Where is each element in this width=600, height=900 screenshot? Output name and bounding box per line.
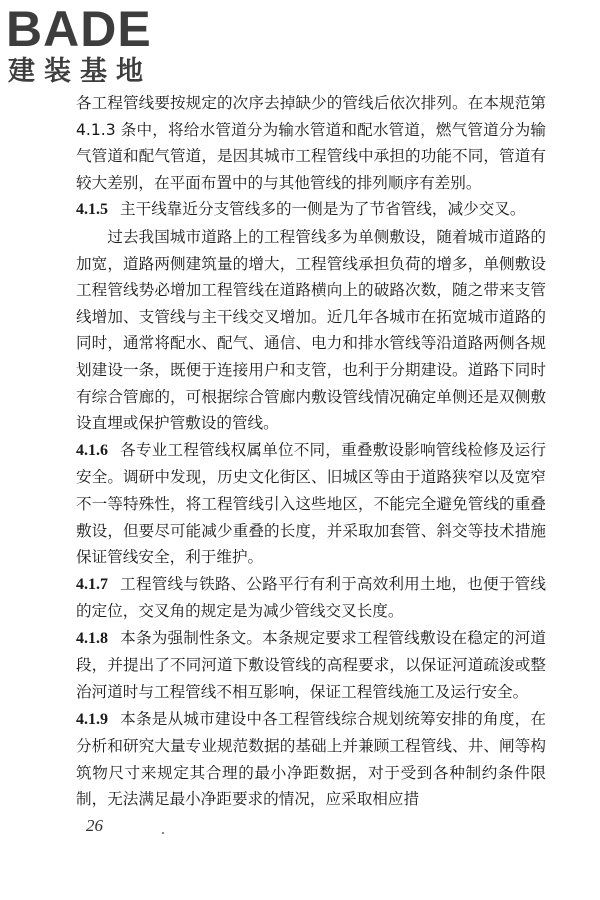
clause-4-1-8 (76, 625, 546, 706)
clause-4-1-6 (76, 437, 546, 571)
clause-4-1-9 (76, 706, 546, 813)
clause-number: 4.1.7 (76, 575, 108, 593)
paragraph-text: 本条为强制性条文。本条规定要求工程管线敷设在稳定的河道段，并提出了不同河道下敷设管线的高程要求，以保证河道疏浚或整治河道时与工程管线不相互影响，保证工程管线施工及运行安全。 (76, 628, 546, 702)
page-number: 26 (86, 816, 103, 835)
document-body (76, 90, 546, 813)
paragraph-text: 过去我国城市道路上的工程管线多为单侧敷设，随着城市道路的加宽，道路两侧建筑量的增大，工程管线承担负荷的增多，单侧敷设工程管线势必增加工程管线在道路横向上的破路次数，随之带来支管线增加、支管线与主干线交叉增加。近几年各城市在拓宽城市道路的同时，通常将配水、配气、通信、电力和排水管线等沿道路两侧各规划建设一条，既便于连接用户和支管，也利于分期建设。道路下同时有综合管廊的，可根据综合管廊内敷设管线情况确定单侧还是双侧敷设直埋或保护管敷设的管线。 (76, 227, 546, 433)
clause-4-1-7 (76, 571, 546, 625)
paragraph-continuation (76, 90, 546, 196)
paragraph-text: 本条是从城市建设中各工程管线综合规划统筹安排的角度，在分析和研究大量专业规范数据的基础上并兼顾工程管线、井、闸等构筑物尺寸来规定其合理的最小净距数据，对于受到各种制约条件限制，无法满足最小净距要求的情况，应采取相应措 (76, 709, 546, 809)
clause-number: 4.1.9 (76, 710, 108, 728)
paragraph-text: 主干线靠近分支管线多的一侧是为了节省管线，减少交叉。 (120, 200, 526, 219)
logo-subtitle: 建装基地 (8, 56, 152, 87)
paragraph-text: 工程管线与铁路、公路平行有利于高效利用土地，也便于管线的定位，交叉角的规定是为减少管线交叉长度。 (76, 574, 546, 621)
clause-4-1-5 (76, 196, 546, 224)
clause-number: 4.1.6 (76, 441, 108, 459)
paragraph-text: 各工程管线要按规定的次序去掉缺少的管线后依次排列。在本规范第 4.1.3 条中，将给水管道分为输水管道和配水管道，燃气管道分为输气管道和配气管道，是因其城市工程管线中承担的功能不同，管道有较大差别，在平面布置中的与其他管线的排列顺序有差别。 (76, 94, 546, 192)
paragraph-explanation (76, 224, 546, 437)
logo (6, 1, 176, 92)
paragraph-text: 各专业工程管线权属单位不同，重叠敷设影响管线检修及运行安全。调研中发现，历史文化街区、旧城区等由于道路狭窄以及宽窄不一等特殊性，将工程管线引入这些地区，不能完全避免管线的重叠敷设，但要尽可能减少重叠的长度，并采取加套管、斜交等技术措施保证管线安全，利于维护。 (76, 440, 546, 567)
page-speck (162, 832, 164, 834)
clause-number: 4.1.8 (76, 629, 108, 647)
logo-wordmark: BADE (6, 1, 152, 57)
clause-number: 4.1.5 (76, 201, 108, 219)
